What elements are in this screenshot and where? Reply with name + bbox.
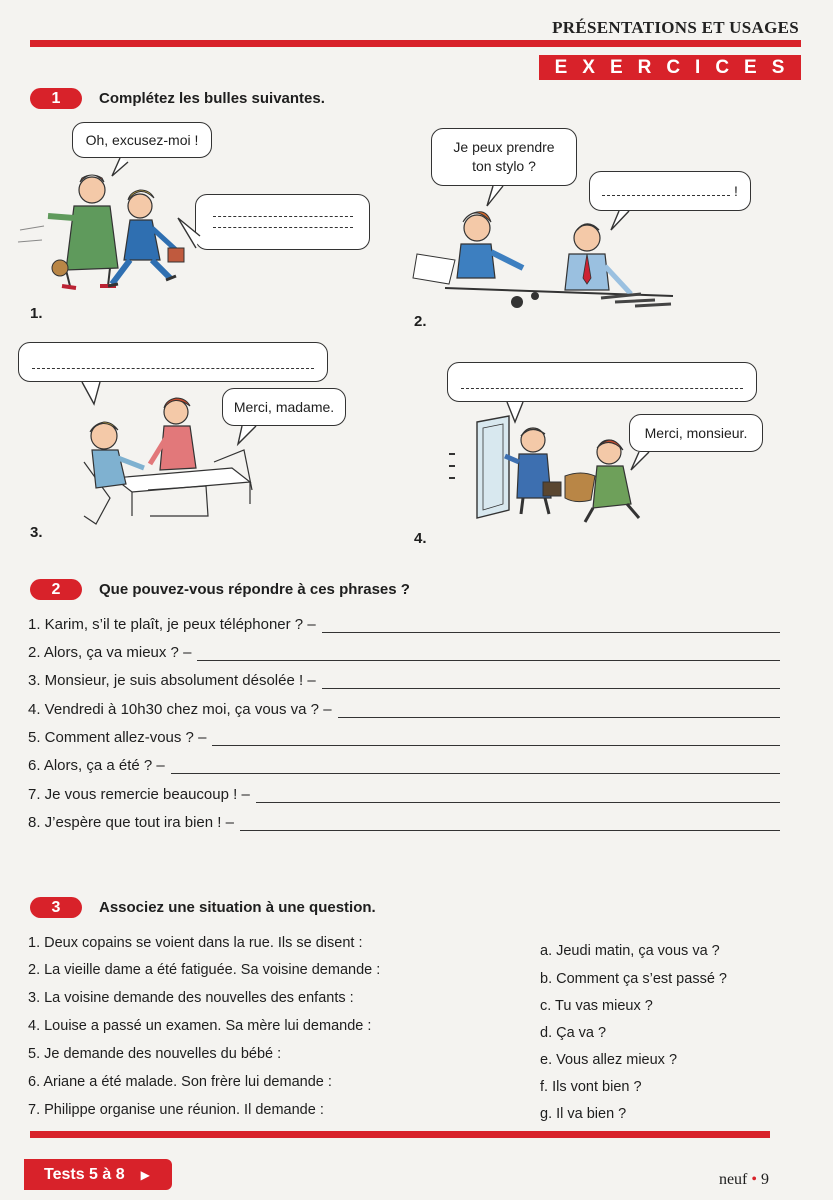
exercise-number: 3 [30,897,82,918]
situation-item: 2. La vieille dame a été fatiguée. Sa voisine demande : [28,962,381,978]
exercise-2-item [28,701,780,718]
answer-line[interactable] [322,619,780,633]
illustration-office-table [0,338,400,548]
header-rule [30,40,801,47]
question-option: g. Il va bien ? [540,1106,627,1122]
question-option: a. Jeudi matin, ça vous va ? [540,943,720,959]
exercices-banner: EXERCICES [539,55,801,80]
bubble-text: ton stylo ? [472,158,536,174]
question-text: 7. Je vous remercie beaucoup ! – [28,786,250,803]
bubble-text: Oh, excusez-moi ! [85,131,199,148]
exercise-2-header [30,579,410,600]
exercise-1-header [30,88,325,109]
page-number [719,1171,769,1189]
play-arrow-icon: ▶ [140,1167,150,1182]
exercise-2-item [28,616,780,633]
answer-line[interactable] [256,789,780,803]
situation-item: 5. Je demande des nouvelles du bébé : [28,1046,282,1062]
question-option: f. Ils vont bien ? [540,1079,642,1095]
scene-4 [405,358,805,553]
scene-2 [405,118,805,333]
illustration-office-pen [405,118,805,333]
scene-label: 4. [414,530,427,547]
answer-line[interactable] [212,732,780,746]
situation-item: 7. Philippe organise une réunion. Il demande : [28,1102,324,1118]
exercise-2-item [28,757,780,774]
tests-tab-label: Tests 5 à 8 [44,1165,125,1183]
exercise-number: 2 [30,579,82,600]
exercise-number: 1 [30,88,82,109]
question-text: 5. Comment allez-vous ? – [28,729,207,746]
question-text: 2. Alors, ça va mieux ? – [28,644,192,661]
footer-rule [30,1131,770,1138]
scene-label: 3. [30,524,43,541]
page-number-word: neuf [718,1171,748,1188]
situation-item: 3. La voisine demande des nouvelles des enfants : [28,990,354,1006]
exercise-2-item [28,644,780,661]
answer-line[interactable] [240,817,780,831]
bubble-punctuation: ! [734,182,738,199]
scene-3 [0,338,400,548]
page-number-dot: • [751,1171,757,1188]
answer-line[interactable] [171,760,780,774]
exercise-title: Complétez les bulles suivantes. [99,90,325,107]
answer-line[interactable] [338,704,780,718]
exercise-2-item [28,786,780,803]
question-option: b. Comment ça s’est passé ? [540,971,727,987]
exercise-2-item [28,814,780,831]
bubble-text: Je peux prendre [453,139,555,156]
page-number-digit: 9 [761,1171,769,1188]
scene-label: 2. [414,313,427,330]
question-text: 8. J’espère que tout ira bien ! – [28,814,234,831]
question-option: c. Tu vas mieux ? [540,998,653,1014]
exercise-3-header [30,897,376,918]
exercise-2-item [28,672,780,689]
scene-label: 1. [30,305,43,322]
tests-tab[interactable] [24,1159,172,1190]
exercise-title: Que pouvez-vous répondre à ces phrases ? [99,581,410,598]
illustration-door-holding [405,358,805,553]
question-text: 6. Alors, ça a été ? – [28,757,165,774]
answer-line[interactable] [322,675,780,689]
scene-1 [0,118,400,328]
running-head: PRÉSENTATIONS ET USAGES [552,18,799,37]
question-text: 4. Vendredi à 10h30 chez moi, ça vous va ? – [28,701,332,718]
exercise-2-item [28,729,780,746]
illustration-two-women-bumping [0,118,400,328]
situation-item: 1. Deux copains se voient dans la rue. Ils se disent : [28,935,363,951]
question-option: e. Vous allez mieux ? [540,1052,678,1068]
exercise-title: Associez une situation à une question. [99,899,376,916]
answer-line[interactable] [197,647,780,661]
question-text: 3. Monsieur, je suis absolument désolée ! – [28,672,316,689]
bubble-text: Merci, madame. [233,398,335,415]
bubble-text: Merci, monsieur. [644,424,748,441]
question-option: d. Ça va ? [540,1025,607,1041]
question-text: 1. Karim, s’il te plaît, je peux téléphoner ? – [28,616,316,633]
situation-item: 4. Louise a passé un examen. Sa mère lui demande : [28,1018,372,1034]
situation-item: 6. Ariane a été malade. Son frère lui demande : [28,1074,332,1090]
